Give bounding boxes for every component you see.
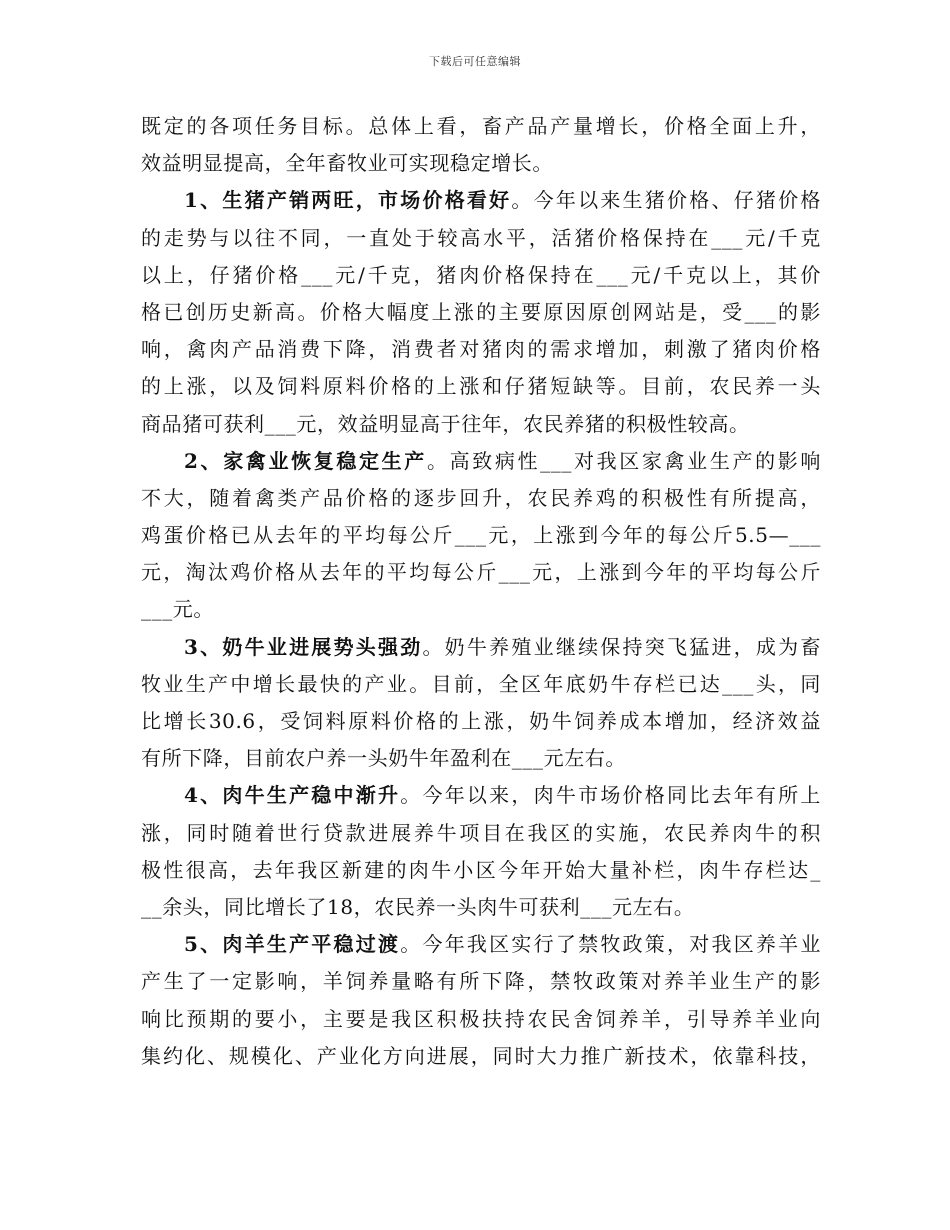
text-line: 比增长30.6，受饲料原料价格的上涨，奶牛饲养成本增加，经济效益 — [141, 709, 821, 733]
text-line: __余头，同比增长了18，农民养一头肉牛可获利___元左右。 — [141, 894, 695, 919]
paragraph-dairy-production — [141, 629, 821, 778]
text-line: 商品猪可获利___元，效益明显高于往年，农民养猪的积极性较高。 — [141, 411, 750, 436]
text-line-content: 。奶牛养殖业继续保持突飞猛进，成为畜 — [422, 634, 821, 659]
text-line: 不大，随着禽类产品价格的逐步回升，农民养鸡的积极性有所提高， — [141, 485, 821, 510]
text-line — [141, 443, 821, 480]
text-line — [141, 777, 821, 814]
text-line — [141, 629, 821, 666]
document-body — [141, 108, 821, 1075]
text-line: 的上涨，以及饲料原料价格的上涨和仔猪短缺等。目前，农民养一头 — [141, 374, 821, 399]
text-line: 既定的各项任务目标。总体上看，畜产品产量增长，价格全面上升， — [141, 114, 821, 138]
text-line: 集约化、规模化、产业化方向进展，同时大力推广新技术，依靠科技， — [141, 1043, 821, 1068]
section-heading: 3、奶牛业进展势头强劲 — [184, 634, 423, 659]
paragraph-sheep-production — [141, 926, 821, 1075]
text-line: ___元。 — [141, 597, 214, 622]
text-line: 鸡蛋价格已从去年的平均每公斤___元，上涨到今年的每公斤5.5—___ — [141, 523, 821, 548]
text-line: 效益明显提高，全年畜牧业可实现稳定增长。 — [141, 151, 553, 176]
section-heading: 1、生猪产销两旺，市场价格看好 — [184, 188, 512, 213]
text-line: 的走势与以往不同，一直处于较高水平，活猪价格保持在___元/千克 — [141, 225, 821, 250]
paragraph-poultry-production — [141, 443, 821, 629]
text-line-content: 。今年我区实行了禁牧政策，对我区养羊业 — [400, 932, 821, 957]
text-line — [141, 926, 821, 963]
text-line-content: 。今年以来，肉牛市场价格同比去年有所上 — [400, 783, 821, 808]
text-line: 响比预期的要小，主要是我区积极扶持农民舍饲养羊，引导养羊业向 — [141, 1006, 821, 1031]
paragraph-beef-production — [141, 777, 821, 926]
text-line: 产生了一定影响，羊饲养量略有所下降，禁牧政策对养羊业生产的影 — [141, 969, 821, 994]
section-heading: 5、肉羊生产平稳过渡 — [184, 932, 401, 957]
text-line: 牧业生产中增长最快的产业。目前，全区年底奶牛存栏已达___头，同 — [141, 671, 821, 696]
text-line: 极性很高，去年我区新建的肉牛小区今年开始大量补栏，肉牛存栏达_ — [141, 857, 821, 882]
text-line: 涨，同时随着世行贷款进展养牛项目在我区的实施，农民养肉牛的积 — [141, 820, 821, 845]
text-line: 有所下降，目前农户养一头奶牛年盈利在___元左右。 — [141, 746, 626, 771]
paragraph-pig-production — [141, 182, 821, 442]
text-line: 格已创历史新高。价格大幅度上涨的主要原因原创网站是，受___的影 — [141, 299, 821, 324]
text-line: 以上，仔猪价格___元/千克，猪肉价格保持在___元/千克以上，其价 — [141, 262, 821, 287]
section-heading: 4、肉牛生产稳中渐升 — [184, 783, 401, 808]
text-line: 元，淘汰鸡价格从去年的平均每公斤___元，上涨到今年的平均每公斤 — [141, 560, 821, 585]
page-header: 下载后可任意编辑 — [429, 55, 521, 68]
paragraph-intro-continuation — [141, 108, 821, 182]
text-line-content: 。今年以来生猪价格、仔猪价格 — [511, 188, 821, 213]
text-line — [141, 182, 821, 219]
text-line: 响，禽肉产品消费下降，消费者对猪肉的需求增加，刺激了猪肉价格 — [141, 337, 821, 362]
section-heading: 2、家禽业恢复稳定生产 — [184, 448, 427, 473]
text-line-content: 。高致病性___对我区家禽业生产的影响 — [426, 448, 821, 473]
